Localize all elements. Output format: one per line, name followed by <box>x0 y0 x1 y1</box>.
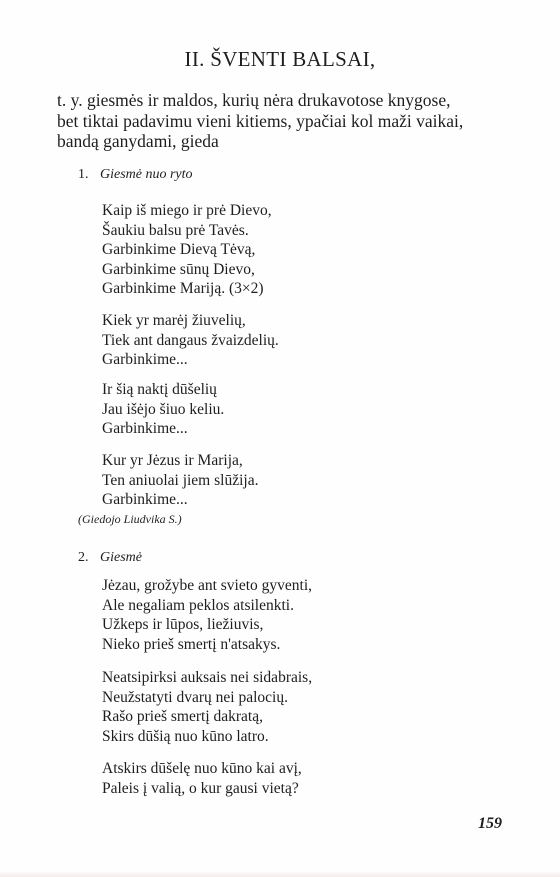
section-number: 1. <box>78 167 89 182</box>
verse-line: Garbinkime... <box>102 491 188 508</box>
stanza <box>102 311 279 370</box>
section-title <box>78 167 193 183</box>
verse-line: Neatsipirksi auksais nei sidabrais, <box>102 669 313 686</box>
page-edge <box>0 871 560 877</box>
stanza <box>102 380 224 439</box>
attribution: (Giedojo Liudvika S.) <box>78 512 182 526</box>
intro-line: t. y. giesmės ir maldos, kurių nėra drukavotose knygose, <box>57 90 451 110</box>
verse-line: Ir šią naktį dūšelių <box>102 381 217 398</box>
verse-line: Jėzau, grožybe ant svieto gyventi, <box>102 577 313 594</box>
verse-line: Garbinkime Mariją. (3×2) <box>102 280 264 297</box>
verse-line: Šaukiu balsu prė Tavės. <box>102 221 249 239</box>
verse-line: Kaip iš miego ir prė Dievo, <box>102 202 272 219</box>
intro-line: bet tiktai padavimu vieni kitiems, ypačiai kol maži vaikai, <box>57 110 464 131</box>
verse-line: Kiek yr marėj žiuvelių, <box>102 312 246 329</box>
intro-paragraph <box>57 90 512 152</box>
verse-line: Tiek ant dangaus žvaizdelių. <box>102 331 279 349</box>
stanza <box>102 668 312 746</box>
stanza <box>102 759 302 798</box>
section-title <box>78 550 142 566</box>
section-number: 2. <box>78 550 89 565</box>
verse-line: Neužstatyti dvarų nei palocių. <box>102 688 288 706</box>
verse-line: Kur yr Jėzus ir Marija, <box>102 452 243 469</box>
chapter-heading: II. ŠVENTI BALSAI, <box>184 47 376 71</box>
section-name: Giesmė nuo ryto <box>100 167 193 182</box>
verse-line: Garbinkime sūnų Dievo, <box>102 260 255 278</box>
verse-line: Ten aniuolai jiem slūžija. <box>102 471 259 489</box>
intro-line: bandą ganydami, gieda <box>57 131 219 151</box>
verse-line: Ale negaliam peklos atsilenkti. <box>102 596 294 614</box>
verse-line: Rašo prieš smertį dakratą, <box>102 708 263 725</box>
stanza <box>102 201 272 299</box>
verse-line: Skirs dūšią nuo kūno latro. <box>102 727 269 745</box>
verse-line: Jau išėjo šiuo keliu. <box>102 400 225 418</box>
stanza <box>102 576 312 654</box>
stanza <box>102 451 258 510</box>
section-name: Giesmė <box>100 550 142 565</box>
verse-line: Garbinkime... <box>102 420 188 437</box>
verse-line: Garbinkime Dievą Tėvą, <box>102 241 256 258</box>
page-number: 159 <box>478 815 502 832</box>
verse-line: Atskirs dūšelę nuo kūno kai avį, <box>102 760 302 777</box>
verse-line: Garbinkime... <box>102 351 188 368</box>
verse-line: Paleis į valią, o kur gausi vietą? <box>102 779 299 797</box>
verse-line: Užkeps ir lūpos, liežiuvis, <box>102 616 264 633</box>
verse-line: Nieko prieš smertį n'atsakys. <box>102 635 281 653</box>
